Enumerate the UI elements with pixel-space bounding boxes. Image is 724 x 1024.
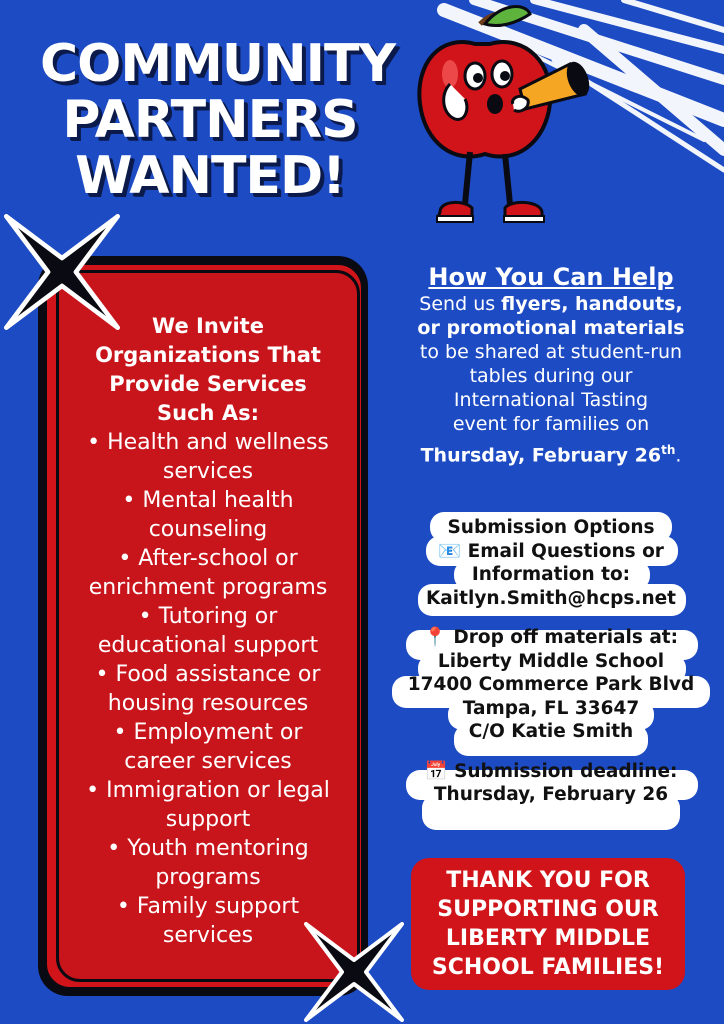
invite-heading: We Invite Organizations That Provide Services Such As: <box>95 314 321 425</box>
submission-title: Submission Options <box>447 517 655 538</box>
list-item: • Tutoring or educational support <box>97 604 319 658</box>
help-title: How You Can Help <box>428 263 674 291</box>
services-list <box>60 428 356 950</box>
list-item: • After-school or enrichment programs <box>88 546 328 600</box>
submission-options: Submission Options 📧 Email Questions or Information to: Kaitlyn.Smith@hcps.net 📍 Drop off materials at: Liberty Middle School 17400 Commerce Park Blvd Tampa, FL 33647 C/O Katie Smith 📅 Submission deadline: Thursday, February 26 <box>392 516 710 807</box>
apple-mascot-megaphone-icon <box>410 4 610 234</box>
list-item: • Food assistance or housing resources <box>95 662 321 716</box>
deadline-date: Thursday, February 26 <box>433 784 669 805</box>
page-title: COMMUNITY PARTNERS WANTED! <box>40 34 396 206</box>
list-item: • Employment or career services <box>113 720 303 774</box>
list-item: • Mental health counseling <box>122 488 294 542</box>
list-item: • Immigration or legal support <box>86 778 330 832</box>
list-item: • Health and wellness services <box>87 430 329 484</box>
list-item: • Youth mentoring programs <box>107 836 309 890</box>
pin-icon: 📍 <box>423 627 447 648</box>
event-date: Thursday, February 26 <box>420 444 662 467</box>
thank-you-message: THANK YOU FOR SUPPORTING OUR LIBERTY MIDDLE SCHOOL FAMILIES! <box>431 868 665 980</box>
calendar-icon: 📅 <box>424 760 448 782</box>
how-you-can-help-section: How You Can Help Send us flyers, handouts, or promotional materials to be shared at student-run tables during our International Tasting event for families on Thursday, February 26th. <box>392 262 710 467</box>
email-icon: 📧 <box>438 540 462 562</box>
list-item: • Family support services <box>116 894 300 948</box>
email-link[interactable]: Kaitlyn.Smith@hcps.net <box>425 587 677 609</box>
